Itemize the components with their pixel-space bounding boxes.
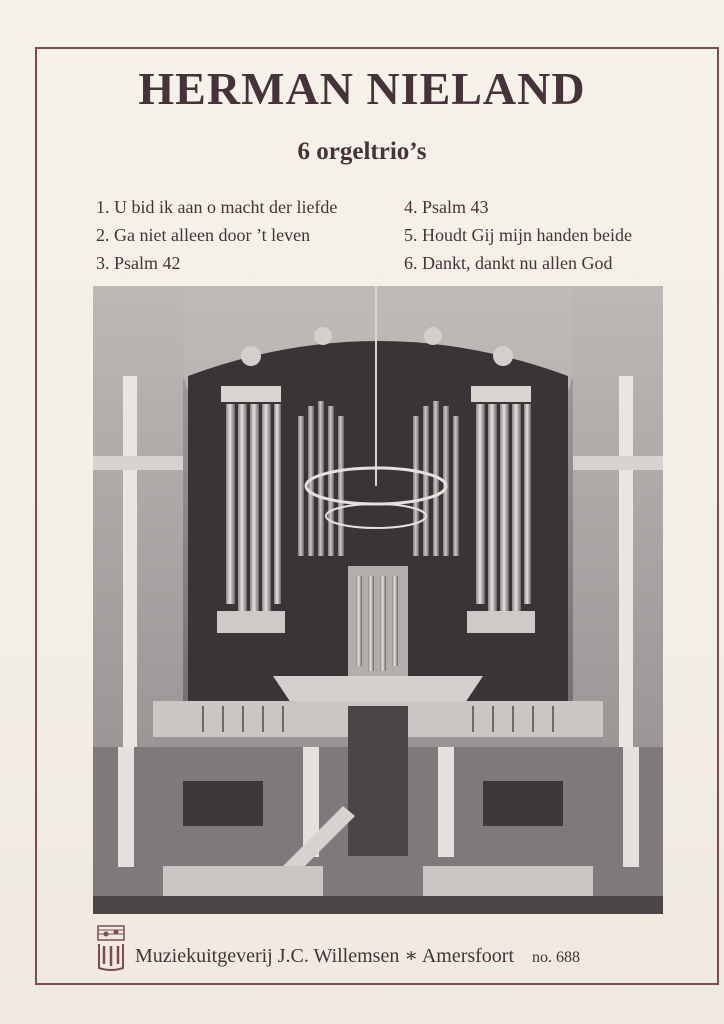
publisher-line [135, 944, 580, 970]
piece-item: 4. Psalm 43 [404, 197, 489, 217]
piece-list-right [404, 193, 632, 277]
piece-item: 6. Dankt, dankt nu allen God [404, 253, 613, 273]
piece-item: 2. Ga niet alleen door ’t leven [96, 225, 311, 245]
collection-title: 6 orgeltrio’s [297, 138, 427, 165]
piece-item: 1. U bid ik aan o macht der liefde [96, 197, 338, 217]
organ-photo [93, 286, 663, 914]
piece-item: 3. Psalm 42 [96, 253, 181, 273]
piece-item: 5. Houdt Gij mijn handen beide [404, 225, 632, 245]
publisher-logo-icon [96, 924, 126, 972]
publisher-name: Muziekuitgeverij J.C. Willemsen ∗ Amersfoort [135, 945, 515, 967]
piece-list-left [96, 193, 337, 277]
composer-name: HERMAN NIELAND [138, 63, 586, 114]
catalog-number: no. 688 [532, 949, 581, 966]
